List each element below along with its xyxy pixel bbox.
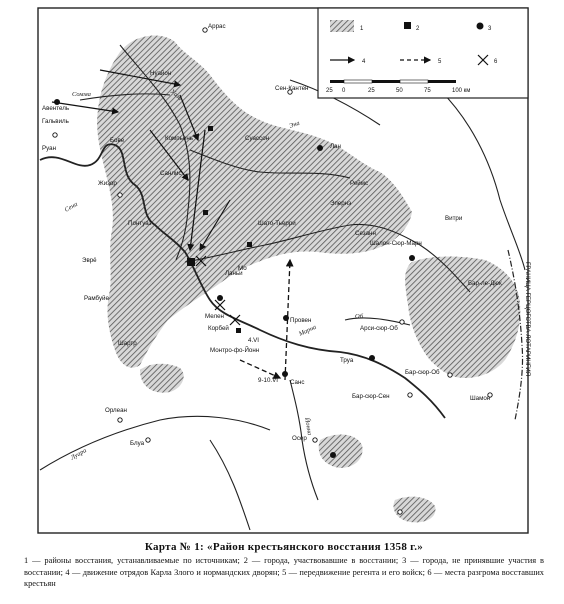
city-marker xyxy=(282,371,288,377)
place-label: Гальвиль xyxy=(42,118,69,125)
city-marker xyxy=(409,255,415,261)
city-marker xyxy=(208,126,213,131)
river-label: Об xyxy=(355,313,363,320)
scale-tick: 100 км xyxy=(452,88,471,94)
city-marker xyxy=(317,145,323,151)
town-marker xyxy=(400,320,404,324)
date-label: 9-10.VI xyxy=(258,377,278,384)
legend-symbol-hatched xyxy=(330,20,354,32)
place-label: Корбей xyxy=(208,325,229,332)
river-label: Марна xyxy=(297,323,318,338)
date-labels xyxy=(248,337,278,384)
place-label: Лан xyxy=(330,143,341,150)
place-label: Труа xyxy=(340,357,354,364)
town-marker xyxy=(448,373,452,377)
place-label: Арси-сюр-Об xyxy=(360,325,398,332)
place-label: Мо xyxy=(238,265,247,272)
place-label: Витри xyxy=(445,215,463,222)
town-marker xyxy=(408,393,412,397)
city-marker xyxy=(369,355,375,361)
city-marker xyxy=(187,258,195,266)
place-label: Сен-Кантен xyxy=(275,85,309,92)
town-marker xyxy=(118,193,122,197)
revolt-area-east xyxy=(405,256,520,378)
place-label: Бове xyxy=(110,137,125,144)
place-label: Бар-сюр-Сен xyxy=(352,393,390,400)
place-label: Шато-Тьерри xyxy=(258,220,296,227)
legend-symbol-circle xyxy=(477,23,484,30)
scale-tick: 25 xyxy=(368,88,375,94)
place-label: Монтро-фо-Йонн xyxy=(210,347,260,354)
place-label: Осер xyxy=(292,435,307,442)
river-label: Сомма xyxy=(72,91,91,98)
town-marker xyxy=(146,438,150,442)
place-label: Руан xyxy=(42,145,57,152)
place-label: Сезанн xyxy=(355,230,376,237)
place-label: Нуайон xyxy=(150,70,172,77)
place-label: Блуа xyxy=(130,440,145,447)
city-marker xyxy=(283,315,289,321)
river-label: Уаза xyxy=(168,88,184,103)
river-south xyxy=(210,440,250,530)
place-label: Авентель xyxy=(42,105,70,112)
legend-num: 3 xyxy=(488,26,492,32)
legend-num: 4 xyxy=(362,59,366,65)
river-label: Йонна xyxy=(303,417,313,436)
place-label: Санлис xyxy=(160,170,182,177)
border-label: ГРАНИЦА ГЕРЦОГСТВА ЛОТАРИНГИЯ xyxy=(524,262,531,377)
city-marker xyxy=(203,210,208,215)
town-marker xyxy=(313,438,317,442)
river-loire xyxy=(40,416,270,470)
date-label: 4.VI xyxy=(248,337,260,344)
legend-num: 5 xyxy=(438,59,442,65)
place-label: Бар-сюр-Об xyxy=(405,369,440,376)
movement-arrow-dashed xyxy=(240,360,280,378)
crossed-swords-icon xyxy=(215,300,225,310)
river-east xyxy=(440,90,525,270)
legend-symbol-square xyxy=(404,22,411,29)
place-label: Рамбуйе xyxy=(84,295,109,302)
place-label: Жизор xyxy=(98,180,117,187)
town-marker xyxy=(53,133,57,137)
legend-num: 2 xyxy=(416,26,420,32)
legend-num: 1 xyxy=(360,26,364,32)
map-caption xyxy=(24,541,544,590)
scale-tick: 0 xyxy=(342,88,346,94)
city-marker xyxy=(236,328,241,333)
place-label: Компьень xyxy=(165,135,193,142)
place-label: Ланьи xyxy=(225,270,243,277)
city-marker xyxy=(217,295,223,301)
town-marker xyxy=(118,418,122,422)
legend xyxy=(318,8,528,98)
place-label: Понтуаз xyxy=(128,220,152,227)
place-label: Орлеан xyxy=(105,407,127,414)
town-marker xyxy=(398,510,402,514)
place-label: Аррас xyxy=(208,23,226,30)
river-label: Эна xyxy=(288,119,301,130)
place-label: Суассон xyxy=(245,135,270,142)
river-label: Луара xyxy=(69,447,88,462)
city-marker xyxy=(247,242,252,247)
revolt-area-small-1 xyxy=(140,364,184,393)
place-label: Эврё xyxy=(82,257,97,264)
caption-legend-text: 1 — районы восстания, устанавливаемые по источникам; 2 — города, участвовавшие в восстании; 3 — города, не принявшие участия в восстании; 4 — движение отрядов Карла Злого и нормандских дворян; 5 — передвижение регента и его войск; 6 — места разгрома восставших крестьян xyxy=(24,556,544,588)
place-label: Шамон xyxy=(470,395,491,402)
place-label: Санс xyxy=(290,379,305,386)
place-label: Шартр xyxy=(118,340,137,347)
scale-tick: 25 xyxy=(326,88,333,94)
legend-num: 6 xyxy=(494,59,498,65)
revolt-area-small-2 xyxy=(319,435,363,468)
place-label: Реймс xyxy=(350,180,369,187)
place-label: Мелен xyxy=(205,313,224,320)
movement-regent xyxy=(240,260,290,380)
scale-tick: 75 xyxy=(424,88,431,94)
scale-tick: 50 xyxy=(396,88,403,94)
place-label: Провен xyxy=(290,317,312,324)
town-marker xyxy=(203,28,207,32)
place-label: Бар-ле-Дюк xyxy=(468,280,502,287)
place-label: Эпернэ xyxy=(330,200,352,207)
place-label: Шалон-Сюр-Марн xyxy=(370,240,422,247)
city-marker xyxy=(330,452,336,458)
river-label: Сена xyxy=(63,200,79,214)
caption-title: Карта № 1: «Район крестьянского восстания 1358 г.» xyxy=(144,541,424,553)
